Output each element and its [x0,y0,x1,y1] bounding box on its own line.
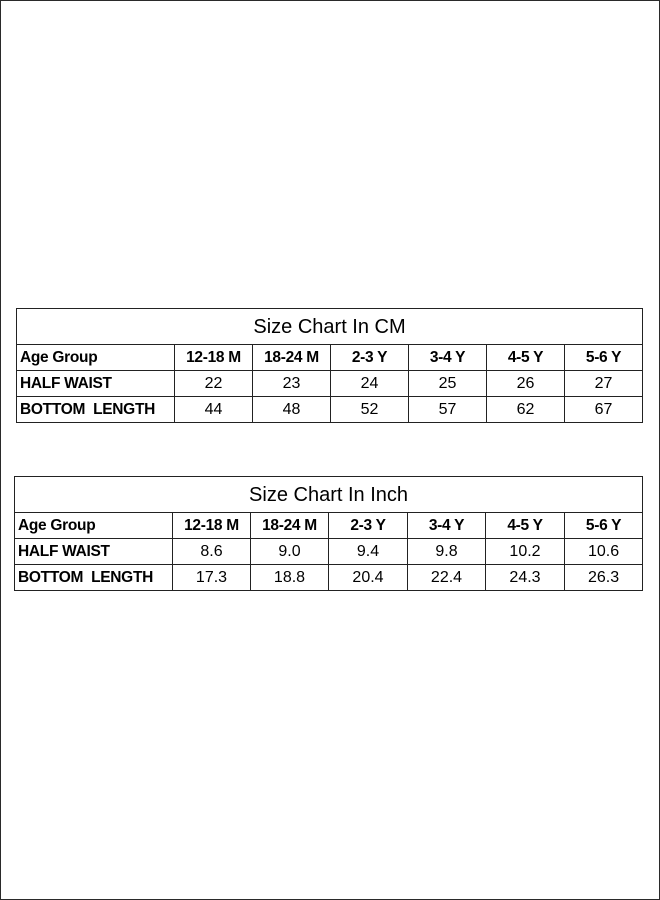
table-cell: 18.8 [251,565,329,591]
table-cell: 25 [409,371,487,397]
table-cell: 9.0 [251,539,329,565]
table-cell: 52 [331,397,409,423]
table-cell: 17.3 [173,565,251,591]
column-header: 5-6 Y [565,513,643,539]
row-label: HALF WAIST [17,371,175,397]
table-title: Size Chart In CM [17,309,643,345]
column-header: 5-6 Y [565,345,643,371]
table-cell: 22 [175,371,253,397]
table-cell: 24.3 [486,565,565,591]
table-cell: 10.6 [565,539,643,565]
row-label: BOTTOM LENGTH [17,397,175,423]
table-cell: 67 [565,397,643,423]
table-cell: 48 [253,397,331,423]
age-group-header: Age Group [17,345,175,371]
table-cell: 44 [175,397,253,423]
row-label: HALF WAIST [15,539,173,565]
size-chart-cm-table [16,308,643,423]
table-cell: 8.6 [173,539,251,565]
table-cell: 26.3 [565,565,643,591]
column-header: 2-3 Y [329,513,408,539]
table-cell: 27 [565,371,643,397]
table-title: Size Chart In Inch [15,477,643,513]
table-cell: 20.4 [329,565,408,591]
column-header: 3-4 Y [409,345,487,371]
size-chart-inch-table [14,476,643,591]
table-row [17,371,643,397]
table-row [17,397,643,423]
row-label: BOTTOM LENGTH [15,565,173,591]
table-row [15,565,643,591]
column-header: 4-5 Y [487,345,565,371]
table-row [15,539,643,565]
table-cell: 57 [409,397,487,423]
table-header-row [15,513,643,539]
table-cell: 9.4 [329,539,408,565]
column-header: 3-4 Y [408,513,486,539]
age-group-header: Age Group [15,513,173,539]
table-cell: 9.8 [408,539,486,565]
column-header: 12-18 M [175,345,253,371]
table-cell: 62 [487,397,565,423]
column-header: 2-3 Y [331,345,409,371]
column-header: 4-5 Y [486,513,565,539]
table-cell: 23 [253,371,331,397]
table-title-row [17,309,643,345]
table-cell: 10.2 [486,539,565,565]
table-cell: 22.4 [408,565,486,591]
table-header-row [17,345,643,371]
table-cell: 24 [331,371,409,397]
column-header: 18-24 M [251,513,329,539]
column-header: 18-24 M [253,345,331,371]
table-cell: 26 [487,371,565,397]
table-title-row [15,477,643,513]
column-header: 12-18 M [173,513,251,539]
